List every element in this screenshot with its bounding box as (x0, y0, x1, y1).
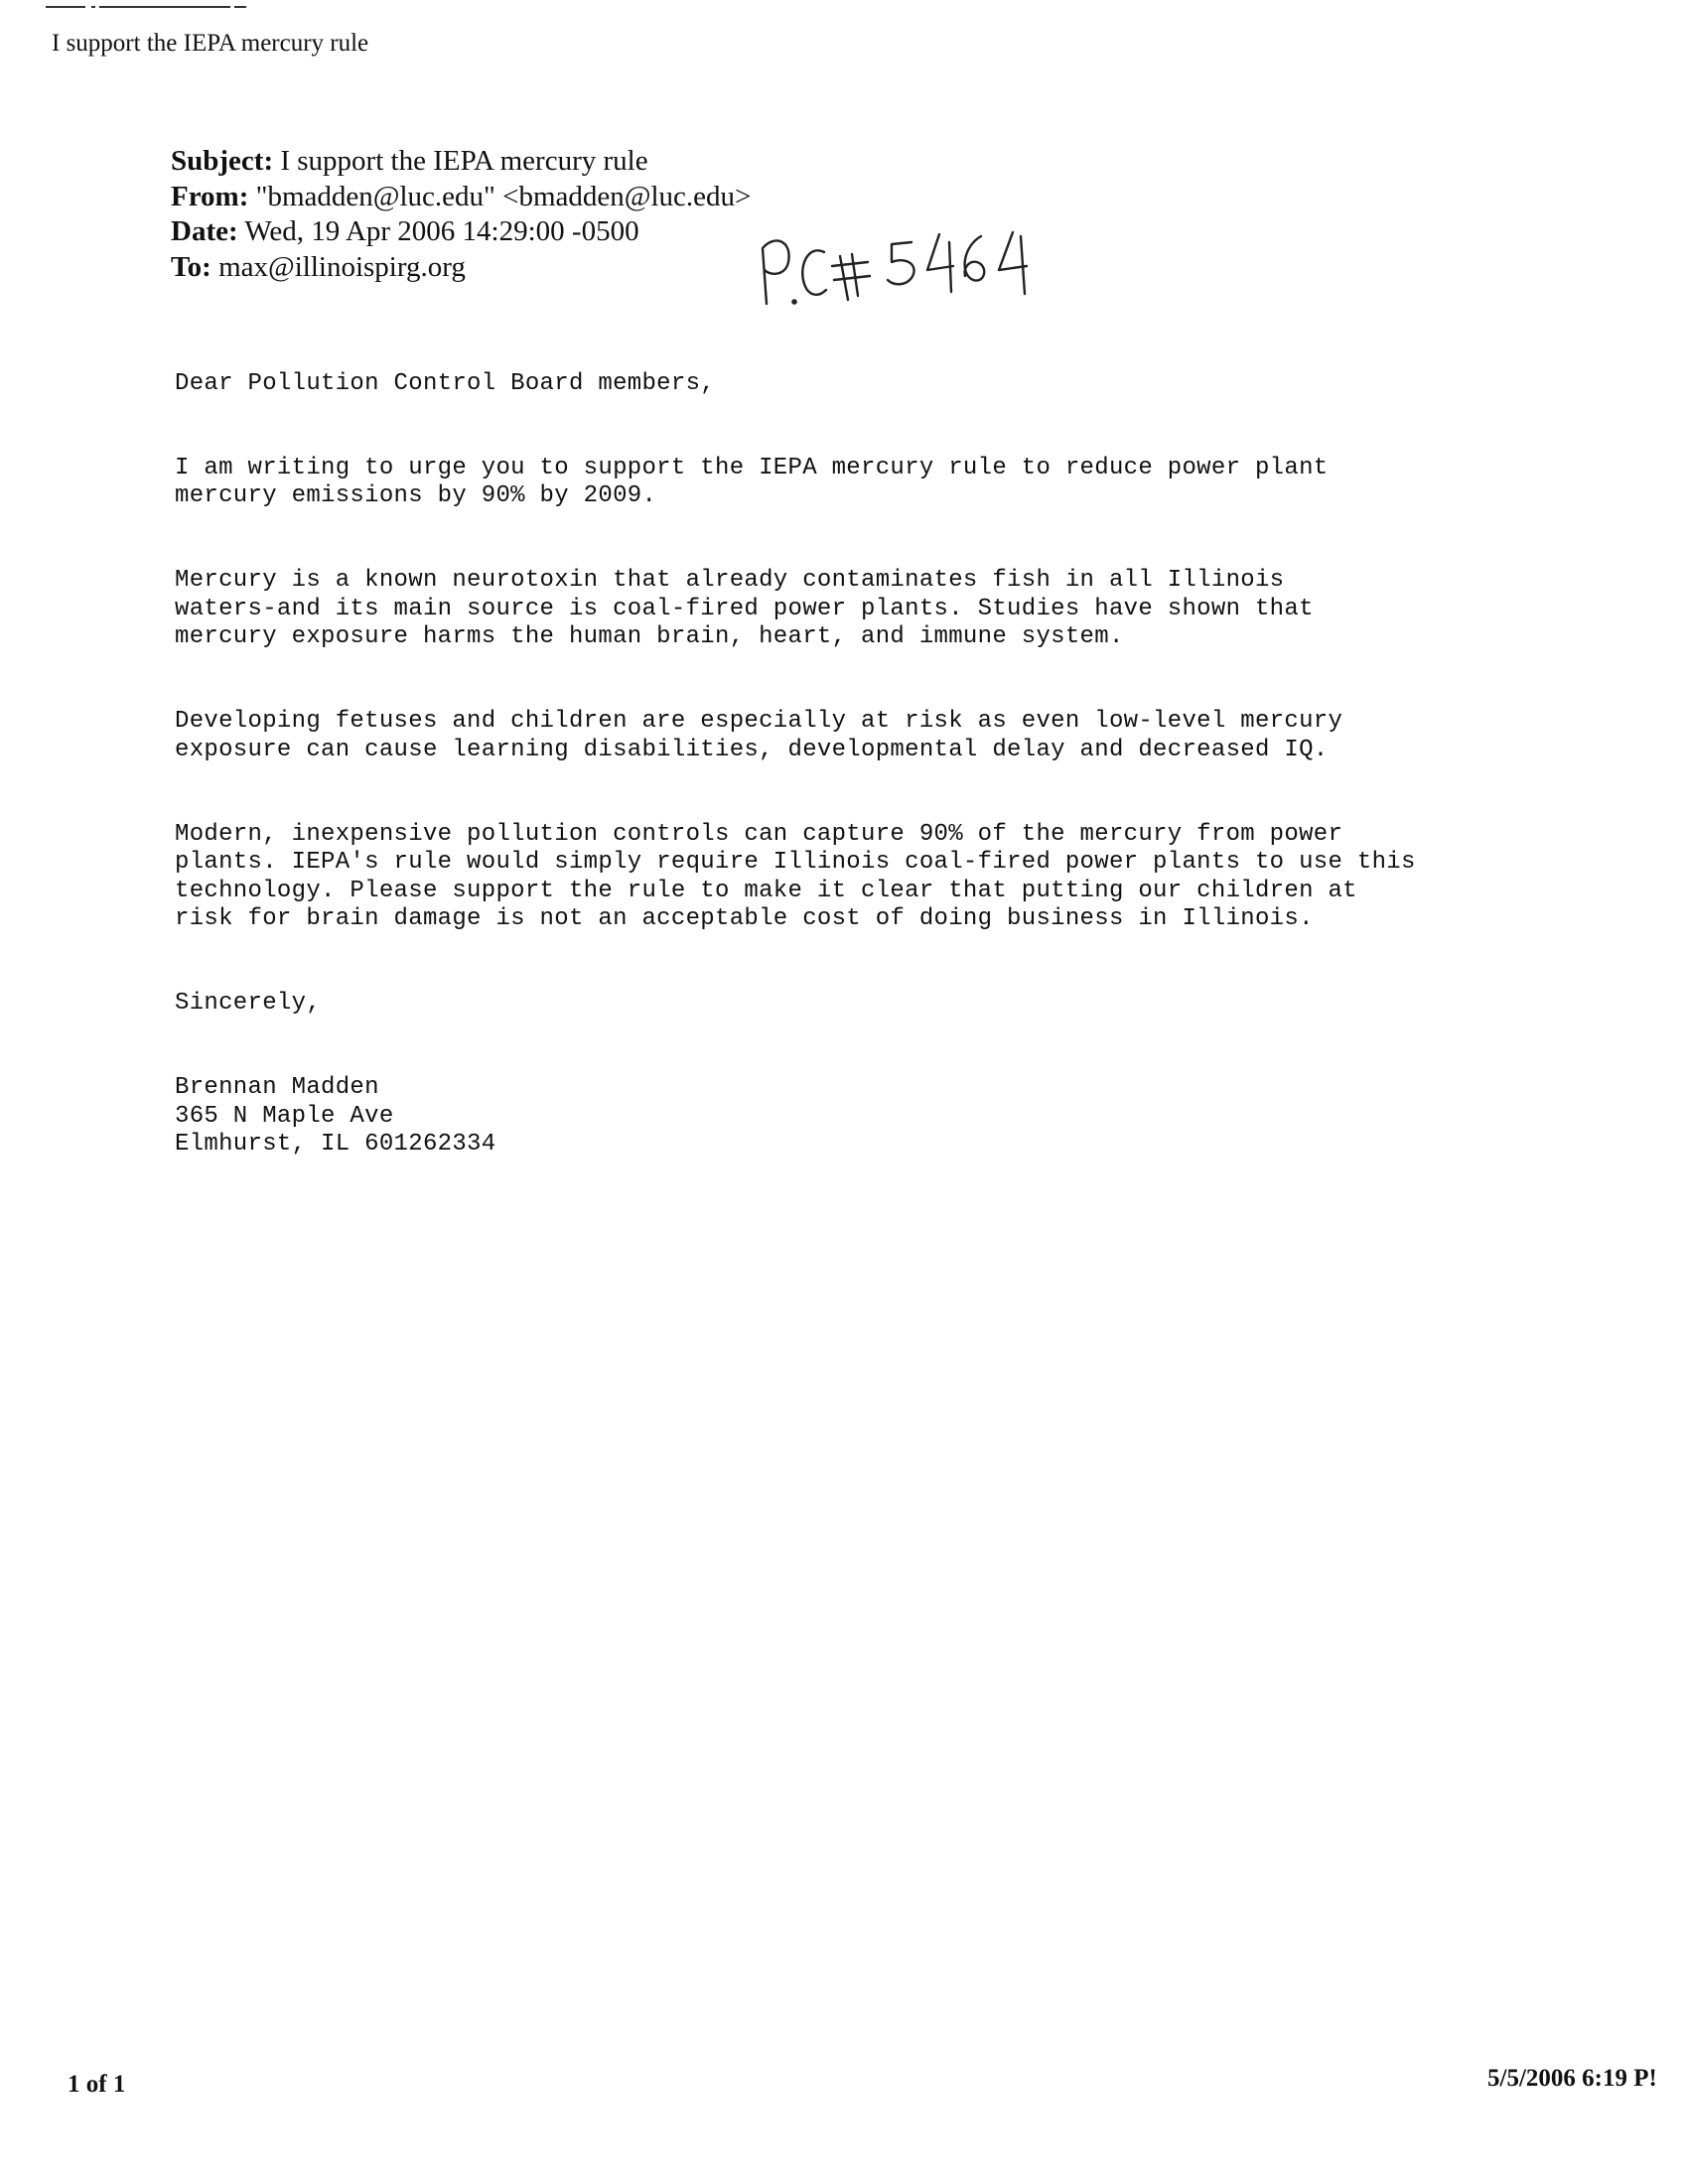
top-rule (99, 6, 230, 8)
from-label: From: (171, 180, 249, 212)
subject-value: I support the IEPA mercury rule (280, 145, 648, 177)
closing: Sincerely, (175, 990, 322, 1017)
body-paragraph: Developing fetuses and children are especially at risk as even low-level mercury exposure can cause learning disabilities, developmental delay and decreased IQ. (175, 708, 1343, 763)
subject-row (171, 144, 751, 180)
top-rule (234, 6, 246, 8)
printed-timestamp: 5/5/2006 6:19 P! (1487, 2065, 1657, 2092)
signature-block: Brennan Madden 365 N Maple Ave Elmhurst, IL 601262334 (175, 1074, 496, 1158)
body-paragraph: Modern, inexpensive pollution controls can capture 90% of the mercury from power plants. IEPA's rule would simply require Illinois coal-fired power plants to use this technology. Please support the rule to make it clear that putting our children at risk for brain damage is not an acceptable cost of doing business in Illinois. (175, 820, 1416, 932)
handwritten-pc-number-stamp (753, 226, 1051, 316)
date-row (171, 214, 751, 250)
subject-label: Subject: (171, 145, 274, 177)
to-value: max@illinoispirg.org (218, 250, 466, 283)
email-header (171, 144, 751, 285)
from-value: "bmadden@luc.edu" <bmadden@luc.edu> (255, 180, 752, 212)
greeting: Dear Pollution Control Board members, (175, 369, 715, 397)
date-label: Date: (171, 215, 238, 247)
body-paragraph: Mercury is a known neurotoxin that already contaminates fish in all Illinois waters-and its main source is coal-fired power plants. Studies have shown that mercury exposure harms the human brain, heart, and immune system. (175, 567, 1314, 650)
top-rule (91, 6, 95, 8)
top-rule (46, 6, 85, 8)
page-header-title: I support the IEPA mercury rule (52, 30, 369, 57)
to-label: To: (171, 250, 211, 283)
page-count: 1 of 1 (68, 2071, 126, 2098)
body-paragraph: I am writing to urge you to support the IEPA mercury rule to reduce power plant mercury emissions by 90% by 2009. (175, 454, 1329, 509)
date-value: Wed, 19 Apr 2006 14:29:00 -0500 (244, 215, 639, 247)
to-row (171, 250, 751, 286)
from-row (171, 180, 751, 215)
email-body (175, 341, 1416, 1215)
